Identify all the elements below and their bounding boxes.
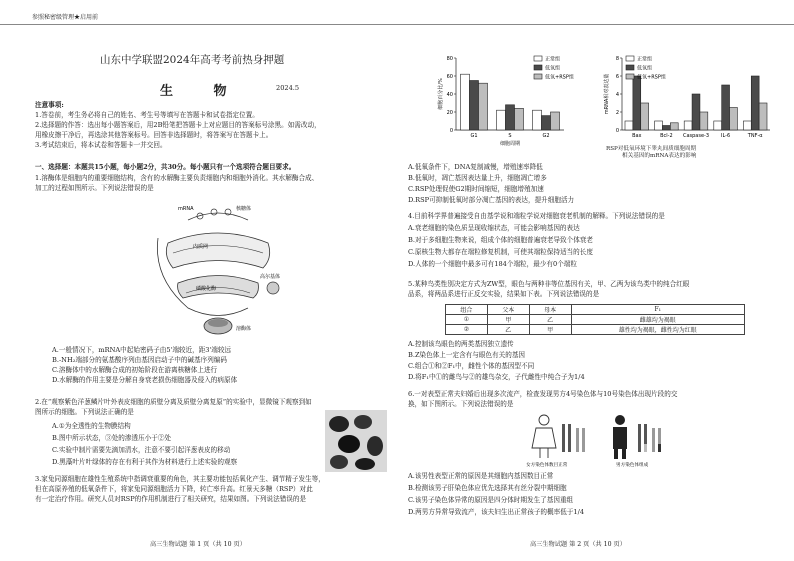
x-tick-label: Bax [632,133,642,139]
notes-heading: 注意事项: [35,101,64,109]
table-cell: ② [446,325,488,335]
bar [542,116,551,130]
bar [461,74,470,130]
table-cell: ① [446,315,488,325]
q6-chromosome-figure [520,412,700,468]
header-divider [0,24,794,25]
table-header-cell: 组合 [446,305,488,315]
x-tick-label: IL-6 [721,133,731,139]
note-1: 1.答卷前，考生务必将自己的姓名、考生号等填写在答题卡和试卷指定位置。 [35,111,259,119]
legend-label: 低氧+RSP组 [545,74,574,81]
table-cell: 乙 [487,325,529,335]
fig-label-er: 内质网 [193,244,209,250]
q2-stem-2: 图所示的细胞。下列说法正确的是 [35,408,134,416]
bar [700,112,708,130]
table-cell: 甲 [529,325,571,335]
bar [743,121,751,130]
bar [506,105,515,130]
q5-option-a: A.控制该鸟眼色的两类基因独立遗传 [408,340,514,348]
q6-option-b: B.检测该男子肝染色体应优先选择其有丝分裂中期细胞 [408,484,567,492]
legend-label: 低氧组 [637,65,653,72]
q1-stem-2: 加工的过程如图所示。下列说法错误的是 [35,184,154,192]
bar [633,76,641,130]
bar [470,81,479,131]
bar [714,121,722,130]
table-header-cell: 母本 [529,305,571,315]
q5-option-c: C.组合①和②F₁中，雌性个体的基因型不同 [408,362,535,370]
bar [751,76,759,130]
bar [551,112,560,130]
confidential-label: 参照秘密级管理★启用前 [32,14,99,21]
x-tick-label: Bcl-2 [660,133,673,139]
q5-stem-1: 5.某种鸟类性别决定方式为ZW型，眼色与两种非等位基因有关，甲、乙两为该鸟类中的纯合红眼 [408,280,690,288]
bar [692,94,700,130]
q4-option-b: B.对于多细胞生物来说，组成个体的细胞普遍衰老导致个体衰老 [408,236,593,244]
table-cell: 甲 [487,315,529,325]
q4-option-c: C.原核生物大都存在端粒修复机制，可使其端粒保持适当的长度 [408,248,593,256]
bar [533,110,542,130]
legend-swatch [534,65,542,70]
bar [730,108,738,131]
exam-date: 2024.5 [276,84,300,92]
fig-label-phosphorylase: 磷酸化酶 [196,286,217,292]
q2-option-d: D.黑藻叶片叶绿体的存在有利于其作为材料进行上述实验的观察 [52,458,238,466]
x-tick-label: G2 [542,133,550,139]
bar [662,126,670,131]
x-tick-label: S [508,133,512,139]
bar [479,83,488,130]
table-cell: 雌雄均为褐眼 [571,315,744,325]
q2-option-a: A.①为全透性的生物膜结构 [52,422,131,430]
y-axis-label: mRNA相对表达量 [604,73,610,115]
q6-option-c: C.该男子染色体异常的原因是四分体时期发生了基因重组 [408,496,574,504]
legend-swatch [626,65,634,70]
q2-option-b: B.图中所示状态，③处的渗透压小于②处 [52,434,172,442]
bar [759,103,767,130]
legend-label: 正常组 [545,56,561,63]
q6-label-female: 女方染色体数目正常 [526,463,568,468]
q3-option-c: C.RSP处理促使G2期时间缩短，细胞增殖加速 [408,185,544,193]
cell-cycle-bar-chart [430,52,590,148]
q3-stem-3: 有一定治疗作用。研究人员对RSP的作用机制进行了相关研究，结果如图。下列说法错误的是 [35,495,307,503]
bar [641,103,649,130]
bar [684,121,692,130]
footer-right: 高三生物试题 第 2 页（共 10 页） [530,541,626,548]
section-heading: 一、选择题：本题共15小题，每小题2分，共30分。每小题只有一个选项符合题目要求。 [35,163,296,171]
x-tick-label: TNF-α [747,133,763,139]
y-axis-label: 细胞百分比/% [438,78,444,110]
bar [670,123,678,130]
q3-option-d: D.RSP可抑制低氧时部分凋亡基因的表达，提升细胞活力 [408,196,575,204]
q1-lysosome-figure [148,198,288,340]
bar [655,121,663,130]
y-tick-label: 0 [449,127,453,134]
exam-title: 山东中学联盟2024年高考考前热身押题 [100,54,285,66]
x-tick-label: Caspase-3 [682,133,710,139]
y-tick-label: 20 [446,109,453,116]
legend-swatch [626,74,634,79]
q3-option-b: B.低氧时，凋亡基因表达量上升，细胞凋亡增多 [408,174,547,182]
legend-label: 正常组 [637,56,653,63]
q4-stem: 4.目前科学界普遍接受自由基学说和端粒学说对细胞衰老机制的解释。下列说法错误的是 [408,212,665,220]
q5-option-b: B.Z染色体上一定含有与眼色有关的基因 [408,351,526,359]
legend-swatch [534,74,542,79]
bar [722,85,730,130]
fig-label-lysosome: 溶酶体 [236,326,252,332]
chart-caption-1: RSP对低氧环境下睾丸间质细胞周期 [606,146,697,152]
legend-label: 低氧组 [545,65,561,72]
table-row [446,325,745,335]
y-tick-label: 60 [446,73,453,80]
y-tick-label: 8 [615,55,619,62]
q3-option-a: A.低氧条件下，DNA复制减慢，增殖速率降低 [408,163,543,171]
q5-option-d: D.将F₁中①的雌鸟与②的雄鸟杂交，子代雌性中纯合子为1/4 [408,373,585,381]
q6-stem-2: 换，如下图所示。下列说法错误的是 [408,400,514,408]
q1-option-b: B.-NH₂端部分的氨基酸序列由基因启动子中的碱基序列编码 [52,356,227,364]
q3-stem-1: 3.家兔同源细胞在雄性生殖系统中指调衰重要的角色，其主要功能包括氧化产生、调节精子发生等， [35,475,325,483]
q1-option-c: C.溶酶体中的水解酶合成的初始阶段在游离核糖体上进行 [52,366,218,374]
subject-title: 生 物 [160,84,245,99]
mrna-expression-bar-chart [600,52,778,148]
q3-stem-2: 但在高原养殖的低氧条件下，将家兔同源细胞活力下降，转亡率升高。红景天多糖（RSP）对此 [35,485,313,493]
y-tick-label: 80 [446,55,453,62]
table-header-row [446,305,745,315]
q6-option-a: A.该男性表型正常的原因是其细胞内基因数目正常 [408,472,554,480]
table-header-cell: 父本 [487,305,529,315]
table-row [446,315,745,325]
note-4: 3.考试结束后，将本试卷和答题卡一并交回。 [35,141,167,149]
q5-stem-2: 品系，将两品系进行正反交实验，结果如下表。下列说法错误的是 [408,290,600,298]
fig-label-golgi: 高尔基体 [260,274,281,280]
y-tick-label: 40 [446,91,453,98]
note-3: 用橡皮擦干净后，再选涂其他答案标号。回答非选择题时，将答案写在答题卡上。 [35,131,273,139]
q4-option-d: D.人体的一个细胞中最多可有184个端粒，最少有0个端粒 [408,260,577,268]
q2-option-c: C.实验中制片需要先滴加清水，注意不要引起洋葱表皮的移动 [52,446,231,454]
q6-option-d: D.两男方异常导致流产，该夫妇生出正常孩子的概率低于1/4 [408,508,585,516]
fig-label-ribosome: 核糖体 [236,206,252,212]
footer-left: 高三生物试题 第 1 页（共 10 页） [150,541,246,548]
legend-swatch [626,56,634,61]
bar [625,121,633,130]
q2-stem-1: 2.在“观察紫色洋葱鳞片叶外表皮细胞的质壁分离及质壁分离复原”的实验中，显微镜下观察到如 [35,398,312,406]
chart-caption-2: 相关基因的mRNA表达的影响 [622,153,697,159]
q1-option-a: A.一般情况下，mRNA中起始密码子由5'端较近，距3'端较远 [52,346,232,354]
x-tick-label: G1 [470,133,478,139]
legend-label: 低氧+RSP组 [637,74,666,81]
q1-stem-1: 1.溶酶体是细胞内的重要细胞结构，含有的水解酶主要负责细胞内和细胞外消化。其水解酶合成、 [35,174,319,182]
q2-micrograph [325,410,387,472]
q6-label-male: 男方染色体组成 [616,463,649,468]
note-2: 2.选择题的作答：选出每小题答案后，用2B铅笔把答题卡上对应题目的答案标号涂黑。如需改动， [35,121,321,129]
x-axis-label: 细胞周期 [499,141,521,147]
table-cell: 雄性均为褐眼，雌性均为红眼 [571,325,744,335]
q6-stem-1: 6.一对表型正常夫妇婚后出现多次流产，检查发现男方4号染色体与10号染色体出现片段的交 [408,390,678,398]
table-header-cell: F₁ [571,305,744,315]
bar [497,110,506,130]
y-tick-label: 6 [615,73,619,80]
y-tick-label: 0 [615,127,619,134]
y-tick-label: 2 [615,109,619,116]
q1-option-d: D.水解酶的作用主要是分解自身衰老损伤细胞器及侵入的病原体 [52,376,238,384]
y-tick-label: 4 [615,91,619,98]
legend-swatch [534,56,542,61]
bar [515,108,524,130]
table-cell: 乙 [529,315,571,325]
q5-cross-table [445,304,745,335]
q4-option-a: A.衰老细胞的染色质呈现收缩状态，可能会影响基因的表达 [408,224,580,232]
fig-label-mrna: mRNA [178,206,194,212]
